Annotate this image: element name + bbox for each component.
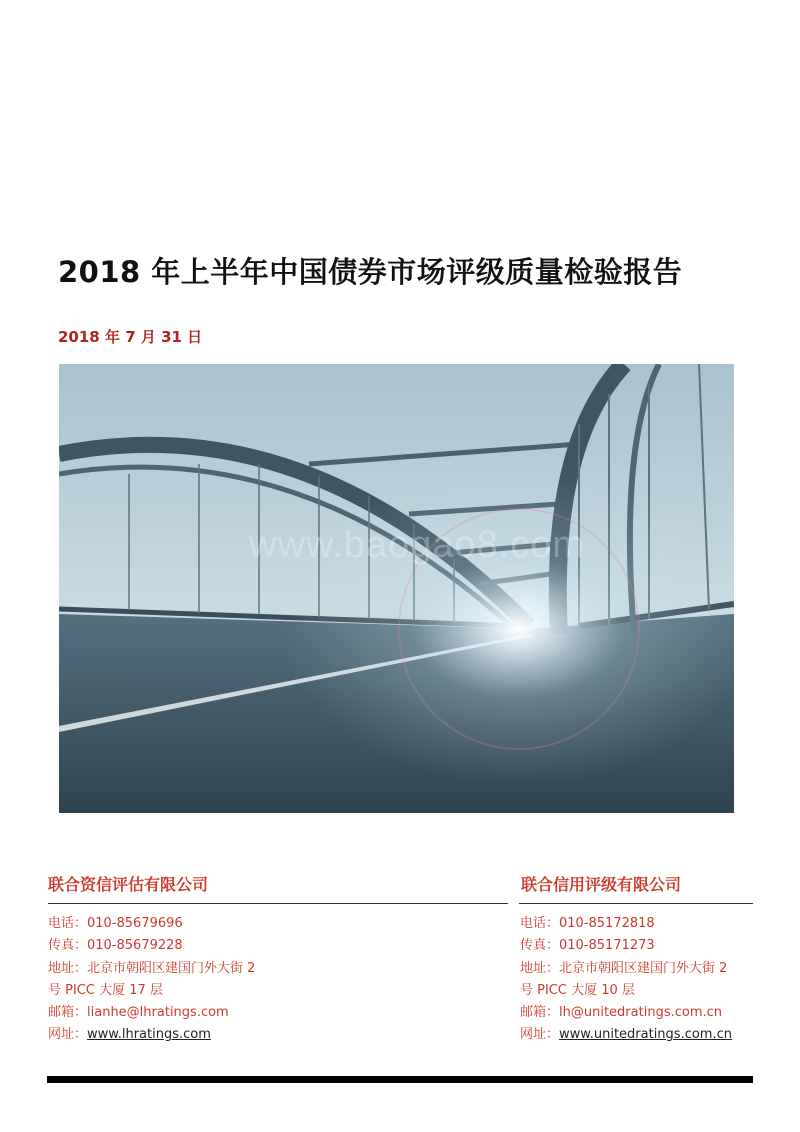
left-company-name: 联合资信评估有限公司 — [48, 875, 209, 894]
website-link[interactable]: www.lhratings.com — [87, 1027, 211, 1043]
fax-label: 传真： — [48, 938, 88, 954]
phone-value: 010-85679696 — [87, 916, 183, 931]
address-label: 地址： — [520, 960, 560, 976]
left-website — [48, 1024, 308, 1046]
website-link[interactable]: www.unitedratings.com.cn — [559, 1027, 732, 1043]
website-label: 网址： — [520, 1027, 560, 1043]
right-divider — [519, 903, 753, 904]
right-contact-block — [520, 913, 760, 1047]
bottom-bar — [47, 1076, 753, 1083]
right-email — [520, 1002, 760, 1024]
website-label: 网址： — [48, 1027, 88, 1043]
left-contact-block — [48, 913, 308, 1047]
left-address-1 — [48, 958, 308, 980]
email-label: 邮箱： — [520, 1005, 560, 1021]
phone-value: 010-85172818 — [559, 916, 655, 931]
fax-label: 传真： — [520, 938, 560, 954]
right-address-2: 号 PICC 大厦 10 层 — [520, 982, 635, 998]
report-title: 2018 年上半年中国债券市场评级质量检验报告 — [58, 255, 683, 289]
email-label: 邮箱： — [48, 1005, 88, 1021]
email-value: lianhe@lhratings.com — [87, 1005, 229, 1021]
fax-value: 010-85171273 — [559, 938, 655, 954]
bridge-photo-icon — [59, 364, 734, 813]
right-fax — [520, 935, 760, 957]
fax-value: 010-85679228 — [87, 938, 183, 954]
left-email — [48, 1002, 308, 1024]
address-label: 地址： — [48, 960, 88, 976]
right-website — [520, 1024, 760, 1046]
address-value: 北京市朝阳区建国门外大街 2 — [559, 960, 728, 976]
right-company-name: 联合信用评级有限公司 — [521, 875, 682, 894]
left-address-2: 号 PICC 大厦 17 层 — [48, 982, 163, 998]
cover-image — [59, 364, 734, 813]
report-date: 2018 年 7 月 31 日 — [58, 328, 203, 346]
left-divider — [48, 903, 508, 904]
left-phone — [48, 913, 308, 935]
phone-label: 电话： — [520, 916, 560, 931]
left-fax — [48, 935, 308, 957]
watermark-text: www.baogao8.com — [249, 524, 586, 566]
right-phone — [520, 913, 760, 935]
right-address-1 — [520, 958, 760, 980]
address-value: 北京市朝阳区建国门外大街 2 — [87, 960, 256, 976]
phone-label: 电话： — [48, 916, 88, 931]
email-value: lh@unitedratings.com.cn — [559, 1005, 723, 1021]
